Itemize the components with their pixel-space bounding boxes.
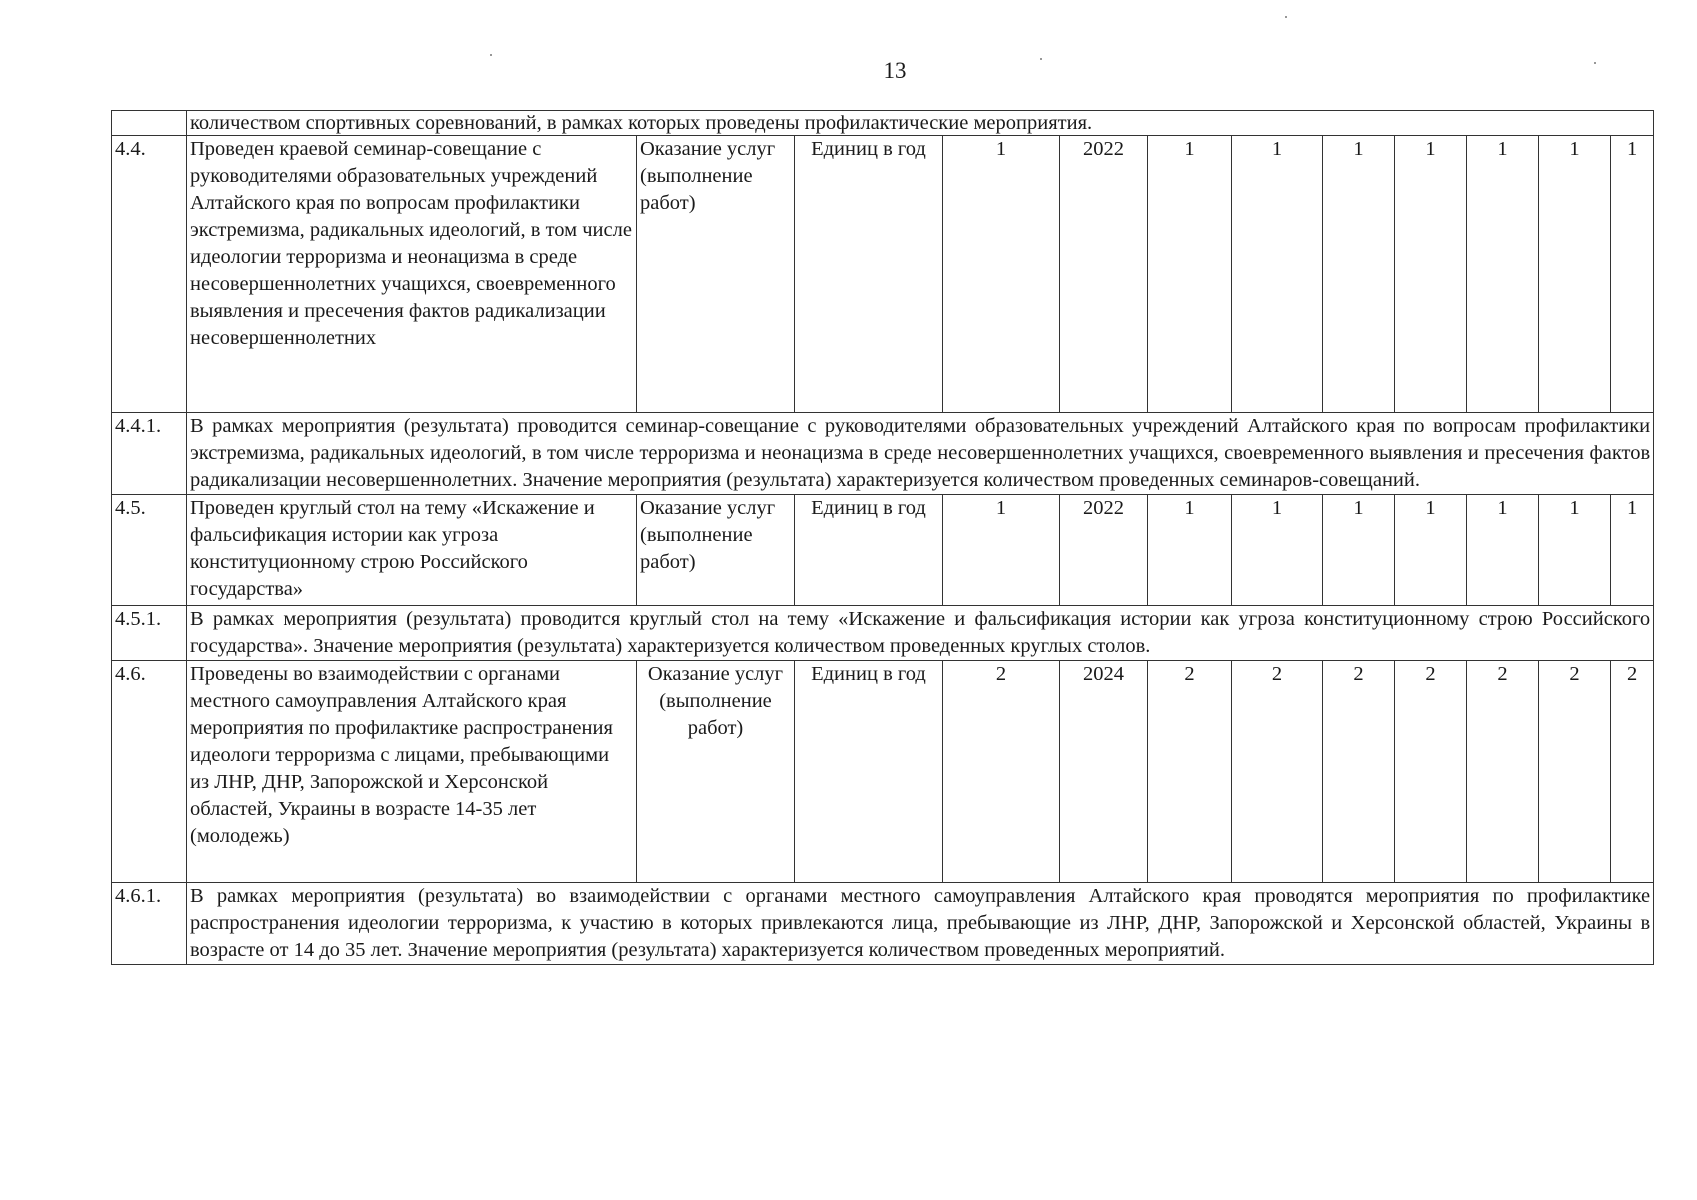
year-value: 1 bbox=[1611, 136, 1654, 413]
year-value: 1 bbox=[1323, 136, 1395, 413]
year-value: 1 bbox=[1232, 136, 1323, 413]
year-value: 2 bbox=[1467, 661, 1539, 883]
base-year: 2022 bbox=[1060, 495, 1148, 606]
detail-text: В рамках мероприятия (результата) проводится семинар-совещание с руководителями образовательных учреждений Алтайского края по вопросам профилактики экстремизма, радикальных идеологий, в том числе терроризма и неонацизма в среде несовершеннолетних учащихся, своевременного выявления и пресечения фактов радикализации несовершеннолетних. Значение мероприятия (результата) характеризуется количеством проведенных семинаров-совещаний. bbox=[187, 413, 1654, 495]
year-value: 1 bbox=[1323, 495, 1395, 606]
table-row bbox=[112, 136, 1654, 413]
year-value: 1 bbox=[1611, 495, 1654, 606]
measure-unit: Единиц в год bbox=[795, 136, 943, 413]
scan-speck bbox=[490, 54, 492, 56]
scan-speck bbox=[1040, 58, 1042, 60]
measure-type: Оказание услуг (выполнение работ) bbox=[637, 661, 795, 883]
measure-title: Проведен краевой семинар-совещание с руководителями образовательных учреждений Алтайского края по вопросам профилактики экстремизма, радикальных идеологий, в том числе идеологии терроризма и неонацизма в среде несовершеннолетних учащихся, своевременного выявления и пресечения фактов радикализации несовершеннолетних bbox=[187, 136, 637, 413]
year-value: 2 bbox=[1395, 661, 1467, 883]
detail-row bbox=[112, 606, 1654, 661]
continuation-row bbox=[112, 111, 1654, 136]
continuation-number-cell bbox=[112, 111, 187, 136]
table-row bbox=[112, 495, 1654, 606]
year-value: 1 bbox=[1395, 495, 1467, 606]
detail-number: 4.6.1. bbox=[112, 883, 187, 965]
scan-speck bbox=[1285, 16, 1287, 18]
base-value: 1 bbox=[943, 136, 1060, 413]
year-value: 2 bbox=[1611, 661, 1654, 883]
scan-speck bbox=[1594, 62, 1596, 64]
year-value: 1 bbox=[1467, 495, 1539, 606]
base-value: 2 bbox=[943, 661, 1060, 883]
year-value: 2 bbox=[1539, 661, 1611, 883]
detail-row bbox=[112, 883, 1654, 965]
measure-unit: Единиц в год bbox=[795, 661, 943, 883]
year-value: 2 bbox=[1323, 661, 1395, 883]
year-value: 1 bbox=[1467, 136, 1539, 413]
base-value: 1 bbox=[943, 495, 1060, 606]
detail-text: В рамках мероприятия (результата) во взаимодействии с органами местного самоуправления Алтайского края проводятся мероприятия по профилактике распространения идеологии терроризма, к участию в которых привлекаются лица, пребывающие из ЛНР, ДНР, Запорожской и Херсонской областей, Украины в возрасте от 14 до 35 лет. Значение мероприятия (результата) характеризуется количеством проведенных мероприятий. bbox=[187, 883, 1654, 965]
measure-title: Проведен круглый стол на тему «Искажение и фальсификация истории как угроза конституционному строю Российского государства» bbox=[187, 495, 637, 606]
year-value: 2 bbox=[1148, 661, 1232, 883]
year-value: 1 bbox=[1148, 136, 1232, 413]
row-number: 4.4. bbox=[112, 136, 187, 413]
base-year: 2022 bbox=[1060, 136, 1148, 413]
year-value: 1 bbox=[1539, 136, 1611, 413]
year-value: 2 bbox=[1232, 661, 1323, 883]
table-row bbox=[112, 661, 1654, 883]
row-number: 4.5. bbox=[112, 495, 187, 606]
measure-title: Проведены во взаимодействии с органами местного самоуправления Алтайского края мероприятия по профилактике распространения идеологи терроризма с лицами, пребывающими из ЛНР, ДНР, Запорожской и Херсонской областей, Украины в возрасте 14-35 лет (молодежь) bbox=[187, 661, 637, 883]
row-number: 4.6. bbox=[112, 661, 187, 883]
measures-table bbox=[111, 110, 1654, 965]
year-value: 1 bbox=[1539, 495, 1611, 606]
page-number: 13 bbox=[883, 58, 907, 83]
year-value: 1 bbox=[1395, 136, 1467, 413]
measure-type: Оказание услуг (выполнение работ) bbox=[637, 495, 795, 606]
detail-row bbox=[112, 413, 1654, 495]
detail-number: 4.4.1. bbox=[112, 413, 187, 495]
continuation-text: количеством спортивных соревнований, в рамках которых проведены профилактические мероприятия. bbox=[187, 111, 1654, 136]
year-value: 1 bbox=[1232, 495, 1323, 606]
base-year: 2024 bbox=[1060, 661, 1148, 883]
year-value: 1 bbox=[1148, 495, 1232, 606]
detail-number: 4.5.1. bbox=[112, 606, 187, 661]
measure-type: Оказание услуг (выполнение работ) bbox=[637, 136, 795, 413]
measure-unit: Единиц в год bbox=[795, 495, 943, 606]
detail-text: В рамках мероприятия (результата) проводится круглый стол на тему «Искажение и фальсификация истории как угроза конституционному строю Российского государства». Значение мероприятия (результата) характеризуется количеством проведенных круглых столов. bbox=[187, 606, 1654, 661]
